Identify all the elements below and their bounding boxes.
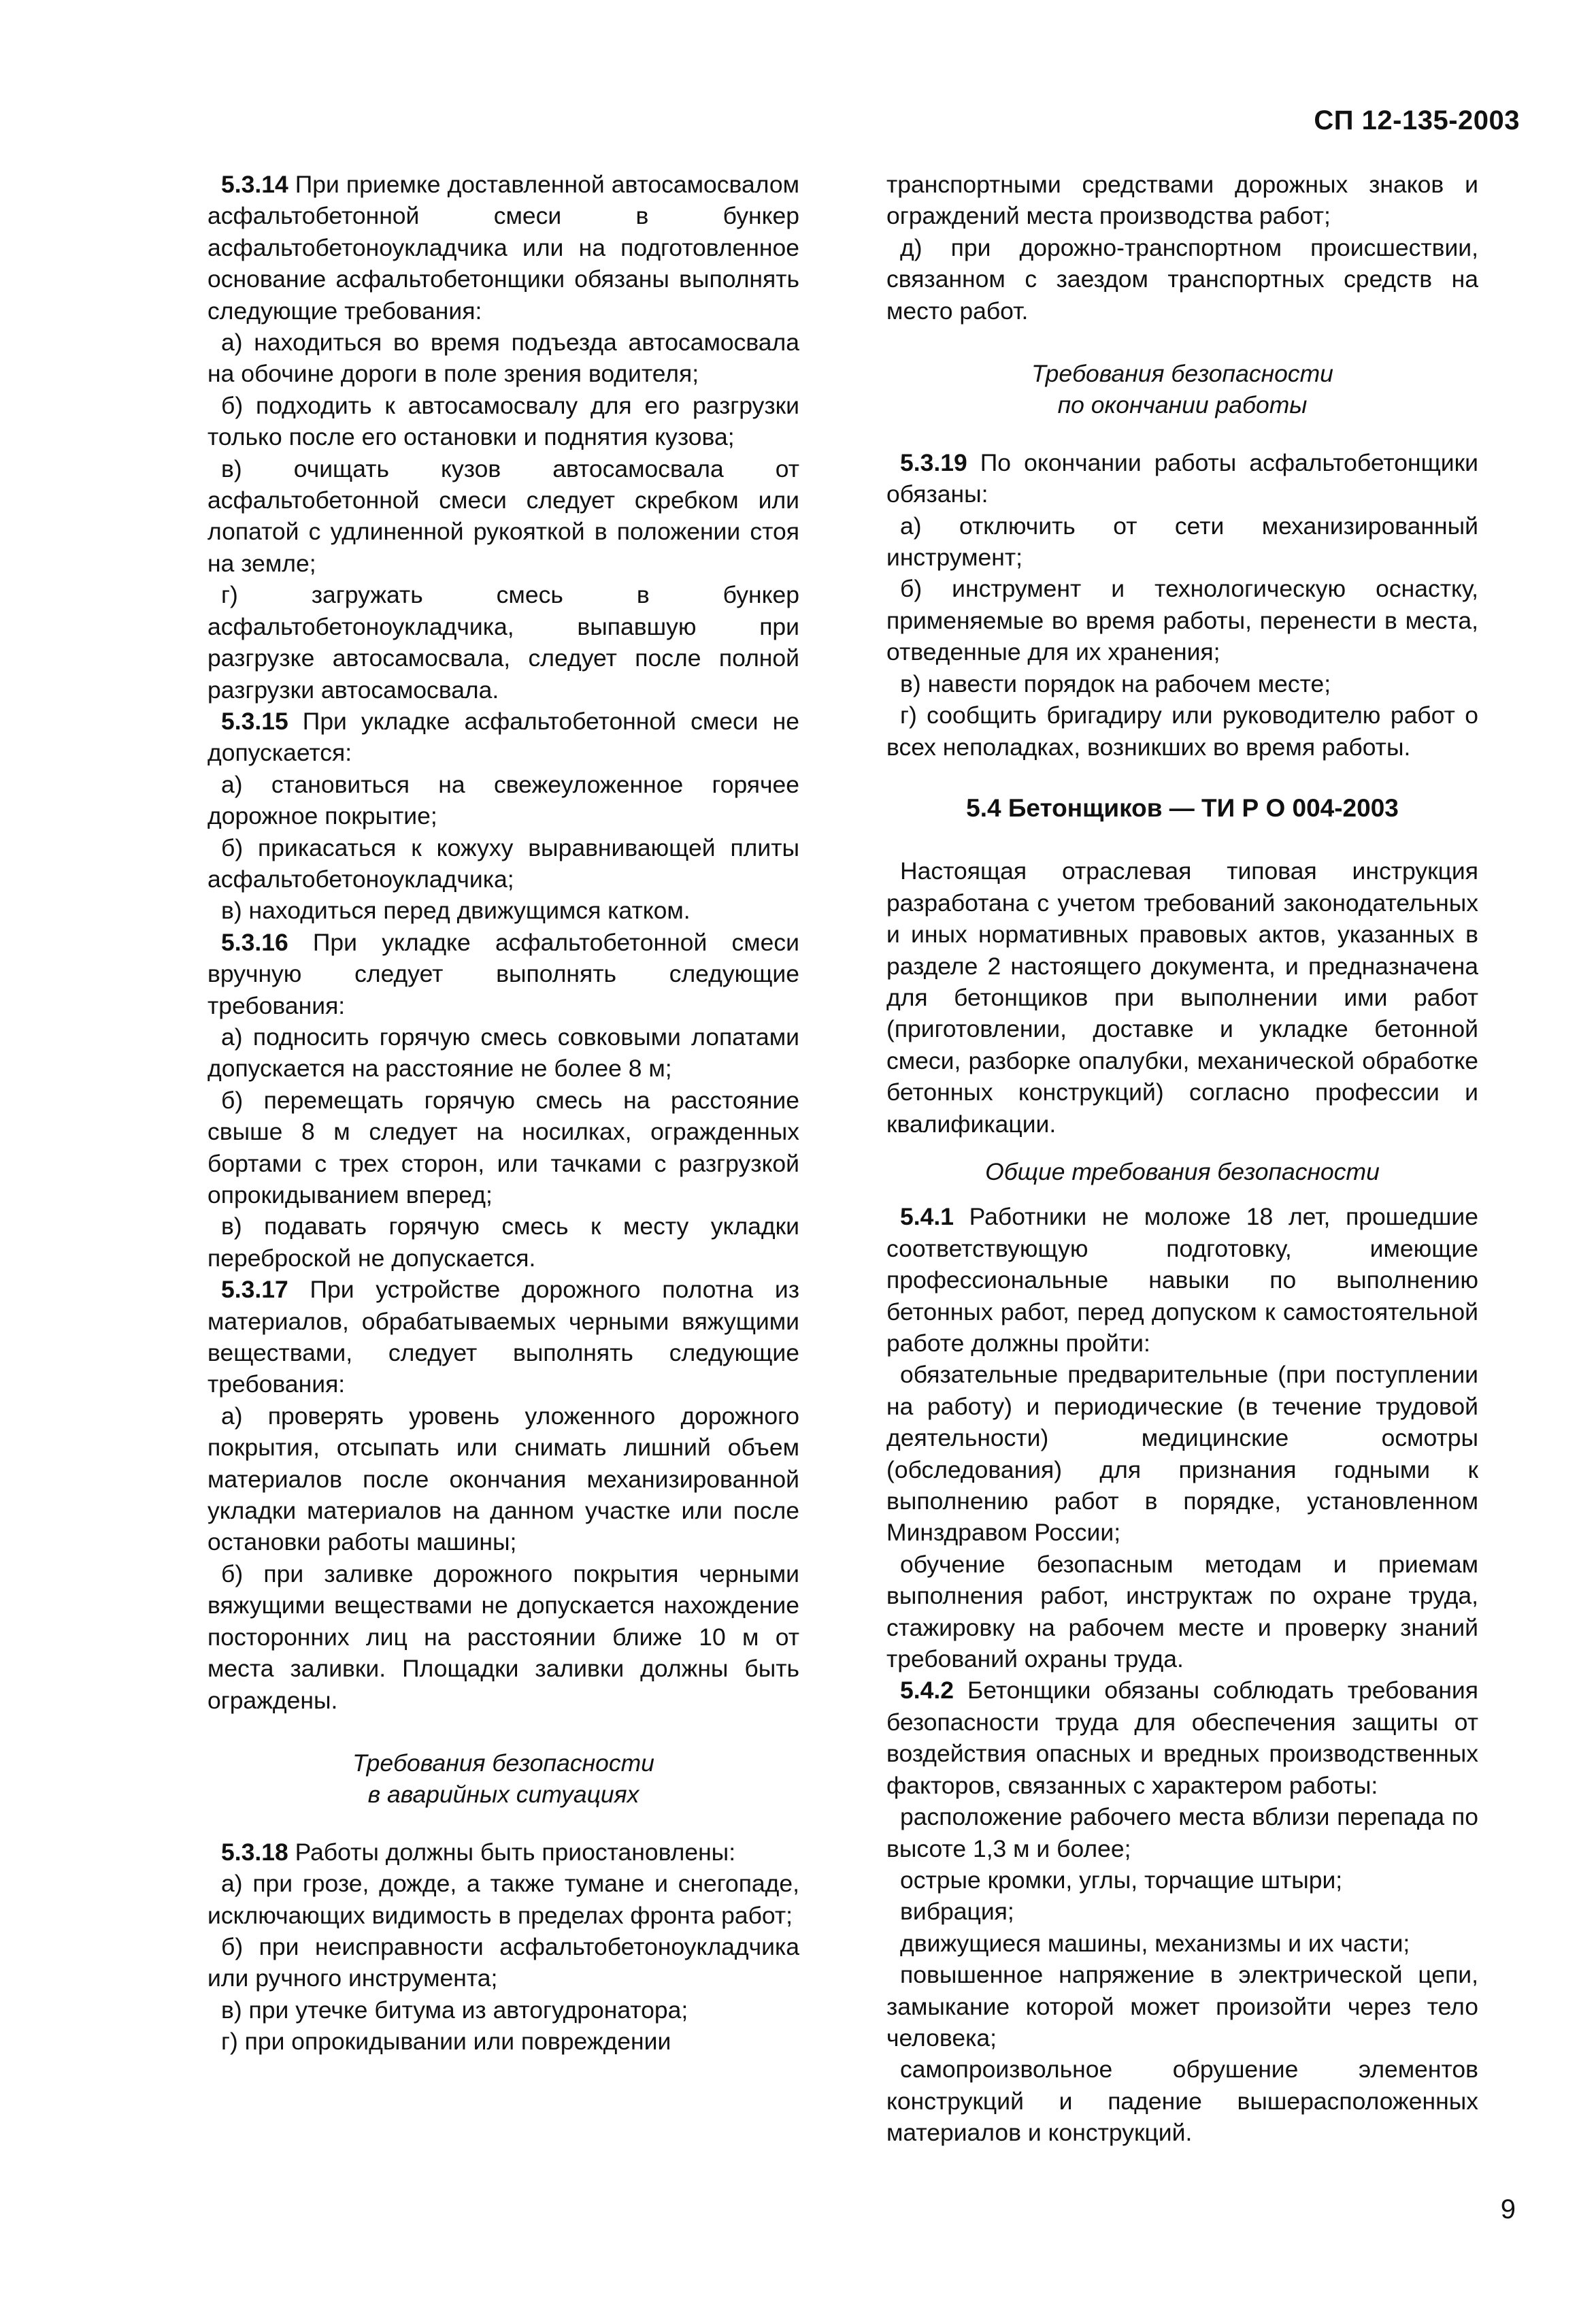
list-item: б) подходить к автосамосвалу для его разгрузки только после его остановки и поднятия кузова; xyxy=(207,391,799,451)
heading-line: по окончании работы xyxy=(1057,391,1308,419)
page-number: 9 xyxy=(1500,2194,1516,2224)
clause-5-3-17 xyxy=(207,1274,799,1400)
heading-end-of-work xyxy=(886,358,1478,421)
document-code: СП 12-135-2003 xyxy=(1314,105,1520,135)
heading-emergency xyxy=(207,1747,799,1811)
list-item: б) при неисправности асфальтобетоноукладчика или ручного инструмента; xyxy=(207,1932,799,1992)
clause-text: При укладке асфальтобетонной смеси не допускается: xyxy=(207,707,799,767)
clause-text: При укладке асфальтобетонной смеси вручную следует выполнять следующие требования: xyxy=(207,928,799,1019)
clause-5-3-14 xyxy=(207,169,799,327)
clause-5-4-2 xyxy=(886,1675,1478,1801)
clause-number: 5.3.14 xyxy=(221,171,288,198)
list-item: вибрация; xyxy=(900,1898,1014,1926)
list-item: движущиеся машины, механизмы и их части; xyxy=(900,1929,1410,1957)
list-item: в) очищать кузов автосамосвала от асфальтобетонной смеси следует скребком или лопатой с удлиненной рукояткой в положении стоя на земле; xyxy=(207,455,799,577)
list-item: расположение рабочего места вблизи перепада по высоте 1,3 м и более; xyxy=(886,1803,1478,1862)
list-item: б) прикасаться к кожуху выравнивающей плиты асфальтобетоноукладчика; xyxy=(207,834,799,893)
clause-number: 5.3.19 xyxy=(900,448,967,476)
clause-5-3-15 xyxy=(207,706,799,769)
section-5-4-title: 5.4 Бетонщиков — ТИ Р О 004-2003 xyxy=(966,793,1399,822)
list-item: д) при дорожно-транспортном происшествии, связанном с заездом транспортных средств на место работ. xyxy=(886,233,1478,325)
list-item: самопроизвольное обрушение элементов конструкций и падение вышерасположенных материалов и конструкций. xyxy=(886,2056,1478,2147)
heading-line: Требования безопасности xyxy=(1031,360,1333,388)
clause-text: При устройстве дорожного полотна из материалов, обрабатываемых черными вяжущими веществами, следует выполнять следующие требования: xyxy=(207,1276,799,1398)
right-column xyxy=(886,169,1478,2149)
section-intro: Настоящая отраслевая типовая инструкция разработана с учетом требований законодательных и иных нормативных правовых актов, указанных в разделе 2 настоящего документа, и предназначена для бетонщиков при выполнении ими работ (приготовлении, доставке и укладке бетонной смеси, разборке опалубки, механической обработке бетонных конструкций) согласно профессии и квалификации. xyxy=(886,857,1478,1138)
heading-general-requirements: Общие требования безопасности xyxy=(985,1157,1380,1185)
clause-5-3-16 xyxy=(207,927,799,1021)
clause-number: 5.3.16 xyxy=(221,928,288,956)
list-item: г) загружать смесь в бункер асфальтобетоноукладчика, выпавшую при разгрузке автосамосвала, следует после полной разгрузки автосамосвала. xyxy=(207,581,799,704)
list-item: г) сообщить бригадиру или руководителю работ о всех неполадках, возникших во время работы. xyxy=(886,702,1478,761)
left-column xyxy=(207,169,799,2058)
clause-text: Бетонщики обязаны соблюдать требования безопасности труда для обеспечения защиты от воздействия опасных и вредных производственных факторов, связанных с характером работы: xyxy=(886,1677,1478,1799)
list-item: а) находиться во время подъезда автосамосвала на обочине дороги в поле зрения водителя; xyxy=(207,329,799,388)
clause-number: 5.3.17 xyxy=(221,1276,288,1304)
list-item: а) становиться на свежеуложенное горячее дорожное покрытие; xyxy=(207,770,799,830)
clause-number: 5.3.18 xyxy=(221,1838,288,1866)
heading-line: Требования безопасности xyxy=(352,1749,654,1777)
list-item: а) отключить от сети механизированный инструмент; xyxy=(886,512,1478,572)
clause-5-4-1 xyxy=(886,1201,1478,1359)
clause-text: По окончании работы асфальтобетонщики обязаны: xyxy=(886,448,1478,508)
list-item: г) при опрокидывании или повреждении xyxy=(221,2028,671,2056)
list-item: обязательные предварительные (при поступлении на работу) и периодические (в течение трудовой деятельности) медицинские осмотры (обследования) для признания годными к выполнению работ в порядке, установленном Минздравом России; xyxy=(886,1361,1478,1547)
continuation-text: транспортными средствами дорожных знаков и ограждений места производства работ; xyxy=(886,171,1478,230)
list-item: обучение безопасным методам и приемам выполнения работ, инструктаж по охране труда, стажировку на рабочем месте и проверку знаний требований охраны труда. xyxy=(886,1550,1478,1673)
list-item: б) при заливке дорожного покрытия черными вяжущими веществами не допускается нахождение посторонних лиц на расстоянии ближе 10 м от места заливки. Площадки заливки должны быть ограждены. xyxy=(207,1560,799,1714)
clause-5-3-18 xyxy=(207,1836,799,1868)
list-item: в) навести порядок на рабочем месте; xyxy=(900,670,1331,697)
list-item: повышенное напряжение в электрической цепи, замыкание которой может произойти через тело человека; xyxy=(886,1961,1478,2052)
list-item: в) при утечке битума из автогудронатора; xyxy=(221,1996,688,2024)
list-item: а) проверять уровень уложенного дорожного покрытия, отсыпать или снимать лишний объем материалов после окончания механизированной укладки материалов на данном участке или после остановки работы машины; xyxy=(207,1402,799,1556)
list-item: а) при грозе, дожде, а также тумане и снегопаде, исключающих видимость в пределах фронта работ; xyxy=(207,1870,799,1929)
clause-text: При приемке доставленной автосамосвалом асфальтобетонной смеси в бункер асфальтобетоноукладчика или на подготовленное основание асфальтобетонщики обязаны выполнять следующие требования: xyxy=(207,171,799,325)
clause-number: 5.4.1 xyxy=(900,1203,954,1231)
heading-line: в аварийных ситуациях xyxy=(367,1781,639,1809)
list-item: а) подносить горячую смесь совковыми лопатами допускается на расстояние не более 8 м; xyxy=(207,1023,799,1083)
list-item: острые кромки, углы, торчащие штыри; xyxy=(900,1866,1343,1894)
clause-text: Работы должны быть приостановлены: xyxy=(288,1838,736,1866)
clause-number: 5.3.15 xyxy=(221,707,288,735)
list-item: в) подавать горячую смесь к месту укладки переброской не допускается. xyxy=(207,1213,799,1272)
clause-number: 5.4.2 xyxy=(900,1677,954,1704)
list-item: в) находиться перед движущимся катком. xyxy=(221,897,691,925)
list-item: б) перемещать горячую смесь на расстояние свыше 8 м следует на носилках, огражденных бортами с трех сторон, или тачками с разгрузкой опрокидыванием вперед; xyxy=(207,1086,799,1208)
clause-text: Работники не моложе 18 лет, прошедшие соответствующую подготовку, имеющие профессиональные навыки по выполнению бетонных работ, перед допуском к самостоятельной работе должны пройти: xyxy=(886,1203,1478,1357)
list-item: б) инструмент и технологическую оснастку, применяемые во время работы, перенести в места, отведенные для их хранения; xyxy=(886,575,1478,666)
clause-5-3-19 xyxy=(886,447,1478,510)
